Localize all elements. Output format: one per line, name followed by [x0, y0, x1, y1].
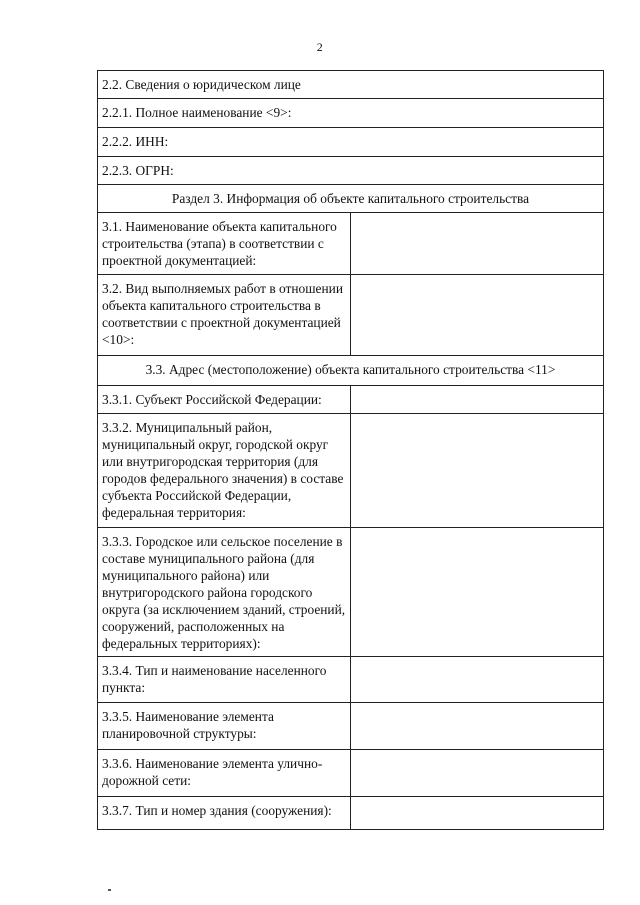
- section-3-header: Раздел 3. Информация об объекте капитального строительства: [98, 185, 604, 213]
- row-inn: [98, 128, 604, 157]
- work-type-label: 3.2. Вид выполняемых работ в отношении объекта капитального строительства в соответствии с проектной документацией <10>:: [98, 275, 351, 356]
- street-element-value[interactable]: [351, 750, 604, 797]
- row-legal-entity-header: [98, 71, 604, 99]
- row-section-3-header: [98, 185, 604, 213]
- work-type-value[interactable]: [351, 275, 604, 356]
- address-header: 3.3. Адрес (местоположение) объекта капитального строительства <11>: [98, 356, 604, 386]
- planning-element-value[interactable]: [351, 703, 604, 750]
- federal-subject-value[interactable]: [351, 386, 604, 414]
- locality-label: 3.3.4. Тип и наименование населенного пункта:: [98, 657, 351, 703]
- ogrn-label: 2.2.3. ОГРН:: [98, 157, 604, 185]
- full-name-label: 2.2.1. Полное наименование <9>:: [98, 99, 604, 128]
- municipal-district-value[interactable]: [351, 414, 604, 528]
- row-planning-element: [98, 703, 604, 750]
- planning-element-label: 3.3.5. Наименование элемента планировочной структуры:: [98, 703, 351, 750]
- settlement-value[interactable]: [351, 528, 604, 657]
- object-name-value[interactable]: [351, 213, 604, 275]
- row-locality: [98, 657, 604, 703]
- row-ogrn: [98, 157, 604, 185]
- row-full-name: [98, 99, 604, 128]
- legal-entity-header: 2.2. Сведения о юридическом лице: [98, 71, 604, 99]
- locality-value[interactable]: [351, 657, 604, 703]
- row-street-element: [98, 750, 604, 797]
- building-type-label: 3.3.7. Тип и номер здания (сооружения):: [98, 797, 351, 830]
- object-name-label: 3.1. Наименование объекта капитального строительства (этапа) в соответствии с проектной документацией:: [98, 213, 351, 275]
- municipal-district-label: 3.3.2. Муниципальный район, муниципальный округ, городской округ или внутригородская территория (для городов федерального значения) в составе субъекта Российской Федерации, федеральная территория:: [98, 414, 351, 528]
- street-element-label: 3.3.6. Наименование элемента улично-дорожной сети:: [98, 750, 351, 797]
- row-settlement: [98, 528, 604, 657]
- row-address-header: [98, 356, 604, 386]
- inn-label: 2.2.2. ИНН:: [98, 128, 604, 157]
- row-work-type: [98, 275, 604, 356]
- row-building-type: [98, 797, 604, 830]
- scan-speck: [108, 889, 111, 891]
- settlement-label: 3.3.3. Городское или сельское поселение в составе муниципального района (для муниципального района) или внутригородского района городского округа (за исключением зданий, строений, сооружений, расположенных на федеральных территориях):: [98, 528, 351, 657]
- page-number: 2: [316, 40, 324, 54]
- federal-subject-label: 3.3.1. Субъект Российской Федерации:: [98, 386, 351, 414]
- building-type-value[interactable]: [351, 797, 604, 830]
- application-form-table: [97, 70, 604, 830]
- row-municipal-district: [98, 414, 604, 528]
- row-federal-subject: [98, 386, 604, 414]
- row-object-name: [98, 213, 604, 275]
